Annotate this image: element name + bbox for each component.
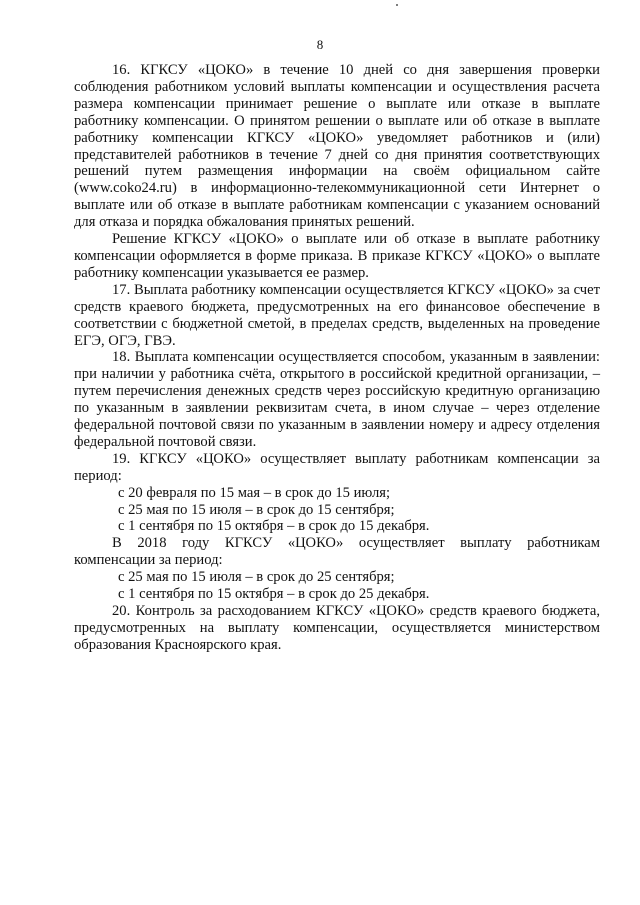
period-item: с 20 февраля по 15 мая – в срок до 15 июля; <box>118 484 391 501</box>
page-number: 8 <box>316 37 324 52</box>
paragraph-16-decision: Решение КГКСУ «ЦОКО» о выплате или об отказе в выплате работнику компенсации оформляется в форме приказа. В приказе КГКСУ «ЦОКО» о выплате работнику компенсации указывается ее размер. <box>74 231 600 281</box>
paragraph-18: 18. Выплата компенсации осуществляется способом, указанным в заявлении: при наличии у работника счёта, открытого в российской кредитной организации, – путем перечисления денежных средств через российскую кредитную организацию по указанным в заявлении реквизитам счета, в ином случае – через отделение федеральной почтовой связи по указанным в заявлении номеру и адресу отделения федеральной почтовой связи. <box>74 349 600 450</box>
document-body <box>74 62 600 654</box>
paragraph-19: 19. КГКСУ «ЦОКО» осуществляет выплату работникам компенсации за период: <box>74 450 600 484</box>
period-item: с 1 сентября по 15 октября – в срок до 15 декабря. <box>118 518 430 535</box>
paragraph-20: 20. Контроль за расходованием КГКСУ «ЦОКО» средств краевого бюджета, предусмотренных на выплату компенсации, осуществляется министерством образования Красноярского края. <box>74 603 600 653</box>
paragraph-16: 16. КГКСУ «ЦОКО» в течение 10 дней со дня завершения проверки соблюдения работником условий выплаты компенсации и осуществления расчета размера компенсации принимает решение о выплате или отказе в выплате работнику компенсации. О принятом решении о выплате или об отказе в выплате работнику компенсации КГКСУ «ЦОКО» уведомляет работников и (или) представителей работников в течение 7 дней со дня принятия соответствующих решений путем размещения информации на своём официальном сайте (www.coko24.ru) в информационно-телекоммуникационной сети Интернет о выплате или об отказе в выплате работникам компенсации с указанием оснований для отказа и порядка обжалования принятых решений. <box>74 62 600 231</box>
period-item-2018: с 25 мая по 15 июля – в срок до 25 сентября; <box>118 569 395 586</box>
paragraph-2018: В 2018 году КГКСУ «ЦОКО» осуществляет выплату работникам компенсации за период: <box>74 535 600 569</box>
period-item-2018: с 1 сентября по 15 октября – в срок до 25 декабря. <box>118 586 430 603</box>
paragraph-17: 17. Выплата работнику компенсации осуществляется КГКСУ «ЦОКО» за счет средств краевого бюджета, предусмотренных на его финансовое обеспечение в соответствии с бюджетной сметой, в пределах средств, выделенных на проведение ЕГЭ, ОГЭ, ГВЭ. <box>74 281 600 349</box>
scan-artifact <box>396 4 398 6</box>
period-item: с 25 мая по 15 июля – в срок до 15 сентября; <box>118 501 395 518</box>
